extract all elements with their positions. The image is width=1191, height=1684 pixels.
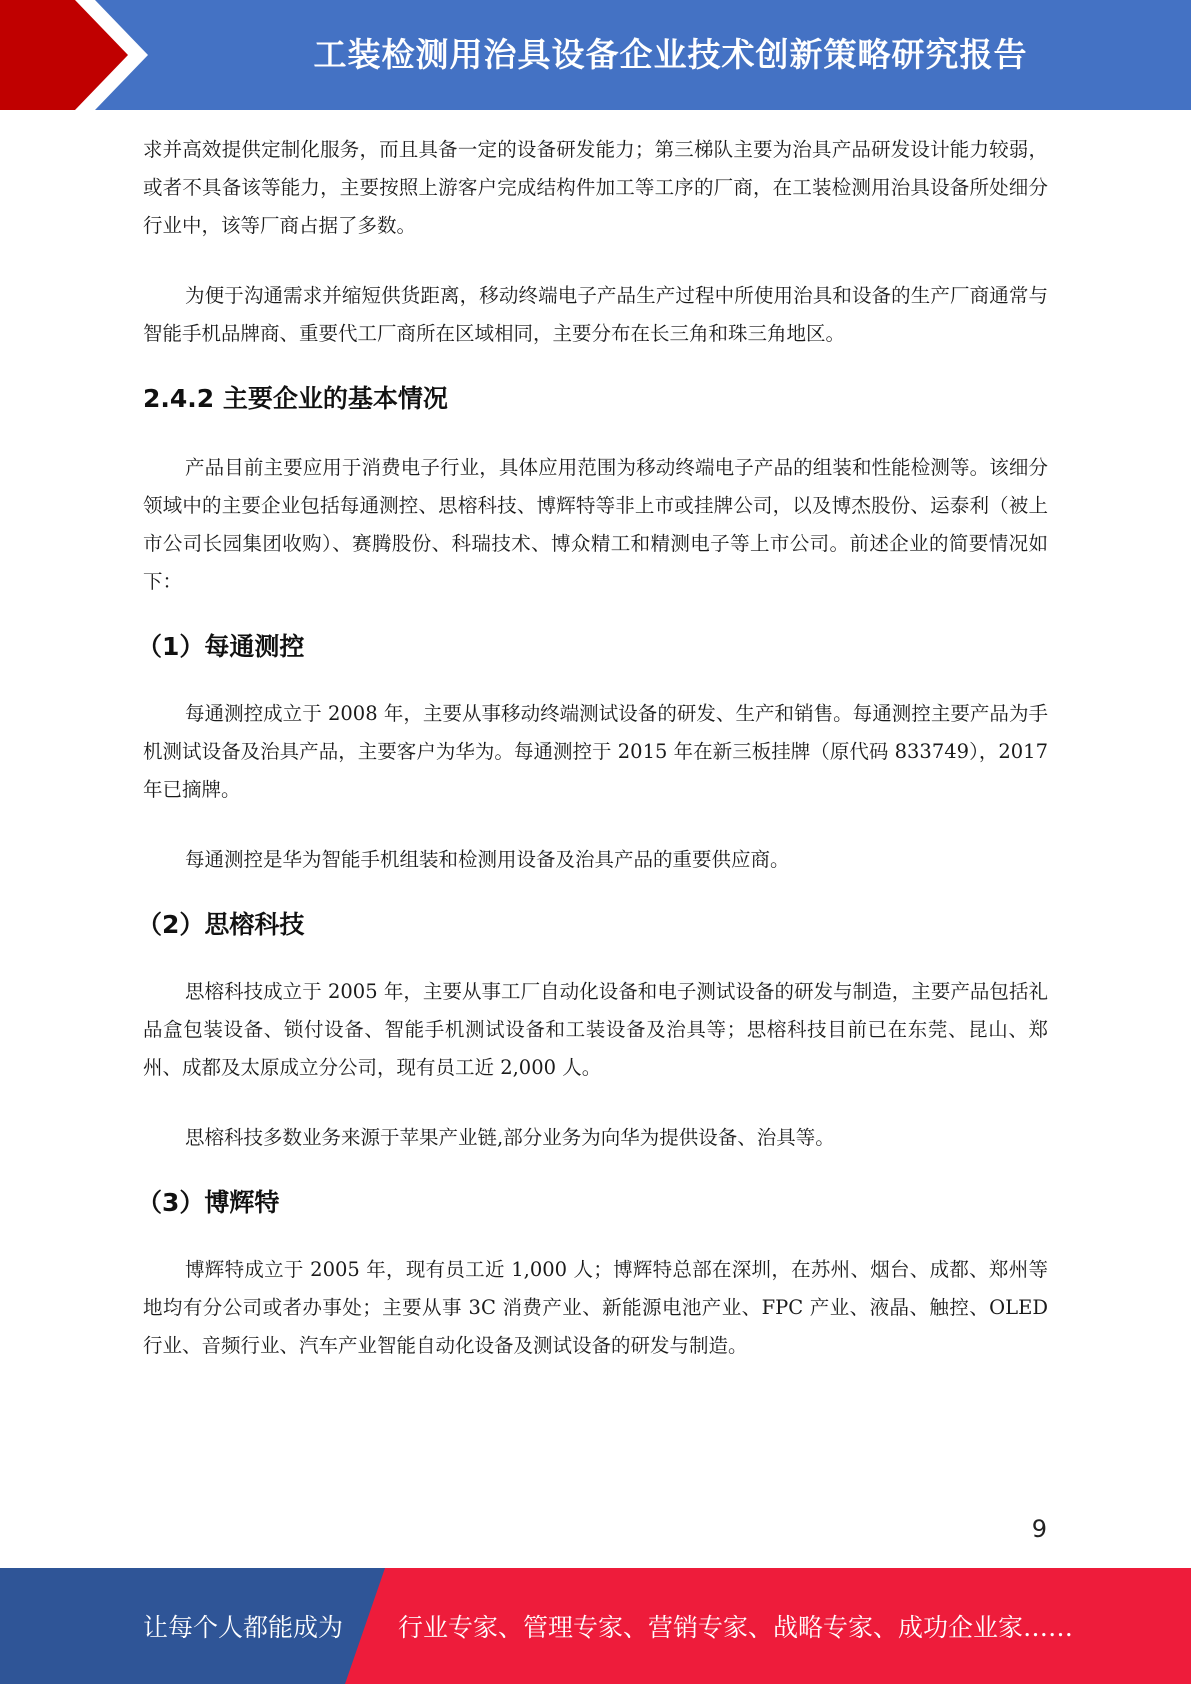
paragraph-companies-overview: 产品目前主要应用于消费电子行业，具体应用范围为移动终端电子产品的组装和性能检测等。该细分领域中的主要企业包括每通测控、思榕科技、博辉特等非上市或挂牌公司，以及博杰股份、运泰利（被上市公司长园集团收购）、赛腾股份、科瑞技术、博众精工和精测电子等上市公司。前述企业的简要情况如下：	[143, 456, 1048, 593]
company-paragraph: 思榕科技多数业务来源于苹果产业链,部分业务为向华为提供设备、治具等。	[185, 1126, 835, 1149]
company-paragraph: 博辉特成立于 2005 年，现有员工近 1,000 人；博辉特总部在深圳，在苏州、烟台、成都、郑州等地均有分公司或者办事处；主要从事 3C 消费产业、新能源电池产业、FPC 产业、液晶、触控、OLED 行业、音频行业、汽车产业智能自动化设备及测试设备的研发与制造。	[143, 1258, 1048, 1357]
company-paragraph: 每通测控是华为智能手机组装和检测用设备及治具产品的重要供应商。	[185, 848, 790, 871]
company-heading-sirong: （2）思榕科技	[137, 910, 305, 939]
company-heading-meitong: （1）每通测控	[137, 632, 305, 661]
paragraph-region: 为便于沟通需求并缩短供货距离，移动终端电子产品生产过程中所使用治具和设备的生产厂商通常与智能手机品牌商、重要代工厂商所在区域相同，主要分布在长三角和珠三角地区。	[143, 284, 1048, 345]
company-paragraph: 思榕科技成立于 2005 年，主要从事工厂自动化设备和电子测试设备的研发与制造，主要产品包括礼品盒包装设备、锁付设备、智能手机测试设备和工装设备及治具等；思榕科技目前已在东莞、昆山、郑州、成都及太原成立分公司，现有员工近 2,000 人。	[143, 980, 1048, 1079]
report-header	[0, 0, 1191, 110]
section-heading: 2.4.2 主要企业的基本情况	[143, 384, 448, 413]
footer-slogan-right: 行业专家、管理专家、营销专家、战略专家、成功企业家……	[398, 1613, 1074, 1642]
footer-slogan-left: 让每个人都能成为	[143, 1613, 344, 1642]
page-content	[137, 131, 1048, 1365]
company-paragraph: 每通测控成立于 2008 年，主要从事移动终端测试设备的研发、生产和销售。每通测控主要产品为手机测试设备及治具产品，主要客户为华为。每通测控于 2015 年在新三板挂牌（原代码 833749），2017 年已摘牌。	[143, 702, 1048, 801]
report-title: 工装检测用治具设备企业技术创新策略研究报告	[313, 35, 1028, 74]
page-number: 9	[1031, 1515, 1047, 1543]
report-footer	[0, 1568, 1191, 1684]
paragraph-tier-description: 求并高效提供定制化服务，而且具备一定的设备研发能力；第三梯队主要为治具产品研发设计能力较弱，或者不具备该等能力，主要按照上游客户完成结构件加工等工序的厂商，在工装检测用治具设备所处细分行业中，该等厂商占据了多数。	[143, 138, 1048, 237]
company-heading-bohuite: （3）博辉特	[137, 1188, 280, 1217]
